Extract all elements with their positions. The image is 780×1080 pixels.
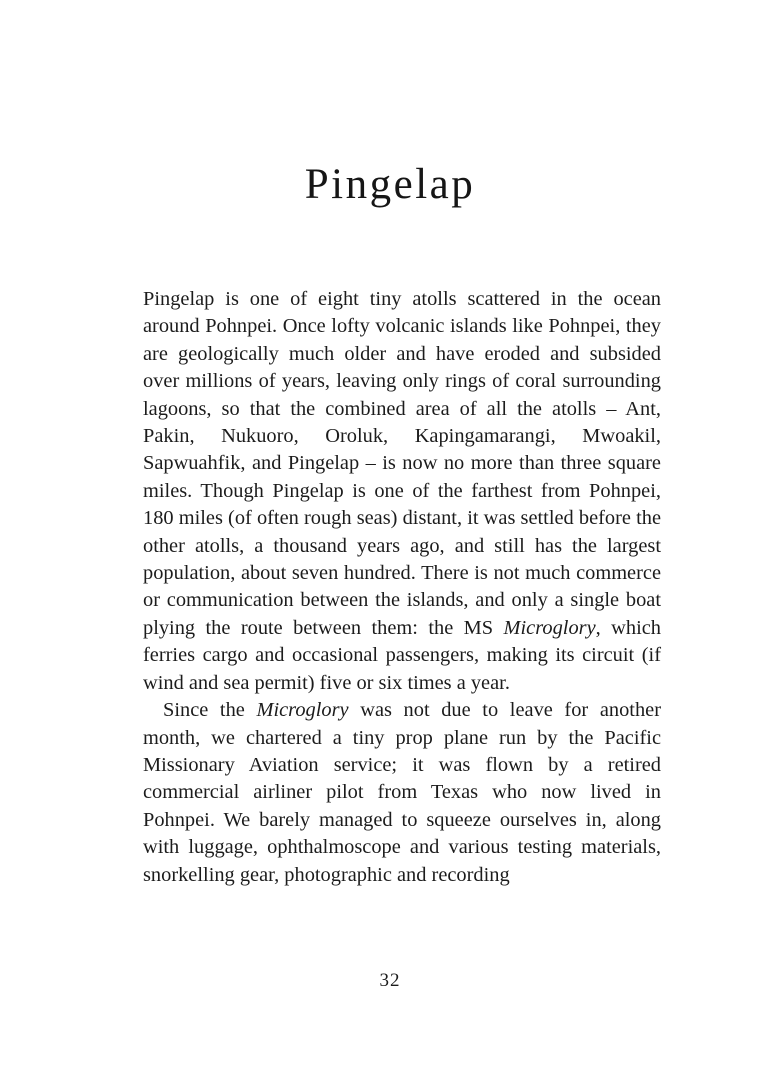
paragraph-1: [143, 286, 661, 697]
paragraph-2: [143, 697, 661, 889]
paragraph-2-text-b: was not due to leave for another month, we chartered a tiny prop plane run by the Pacific Missionary Aviation service; it was flown by a retired commercial airliner pilot from Texas who now lived in Pohnpei. We barely managed to squeeze ourselves in, along with luggage, ophthalmoscope and various testing materials, snorkelling gear, photographic and recording: [143, 699, 661, 886]
paragraph-1-text-b: , which ferries cargo and occasional passengers, making its circuit (if wind and sea permit) five or six times a year.: [143, 616, 661, 694]
ship-name-italic: Microglory: [256, 699, 349, 722]
paragraph-1-text-a: Pingelap is one of eight tiny atolls scattered in the ocean around Pohnpei. Once lofty volcanic islands like Pohnpei, they are geologically much older and have eroded and subsided over millions of years, leaving only rings of coral surrounding lagoons, so that the combined area of all the atolls – Ant, Pakin, Nukuoro, Oroluk, Kapingamarangi, Mwoakil, Sapwuahfik, and Pingelap – is now no more than three square miles. Though Pingelap is one of the farthest from Pohnpei, 180 miles (of often rough seas) distant, it was settled before the other atolls, a thousand years ago, and still has the largest population, about seven hundred. There is not much commerce or communication between the islands, and only a single boat plying the route between them: the MS: [143, 288, 661, 639]
paragraph-2-text-a: Since the: [163, 699, 257, 722]
body-text: [143, 286, 661, 889]
chapter-title: Pingelap: [304, 161, 476, 208]
page-number: 32: [379, 970, 401, 991]
ship-name-italic: Microglory: [503, 616, 596, 639]
